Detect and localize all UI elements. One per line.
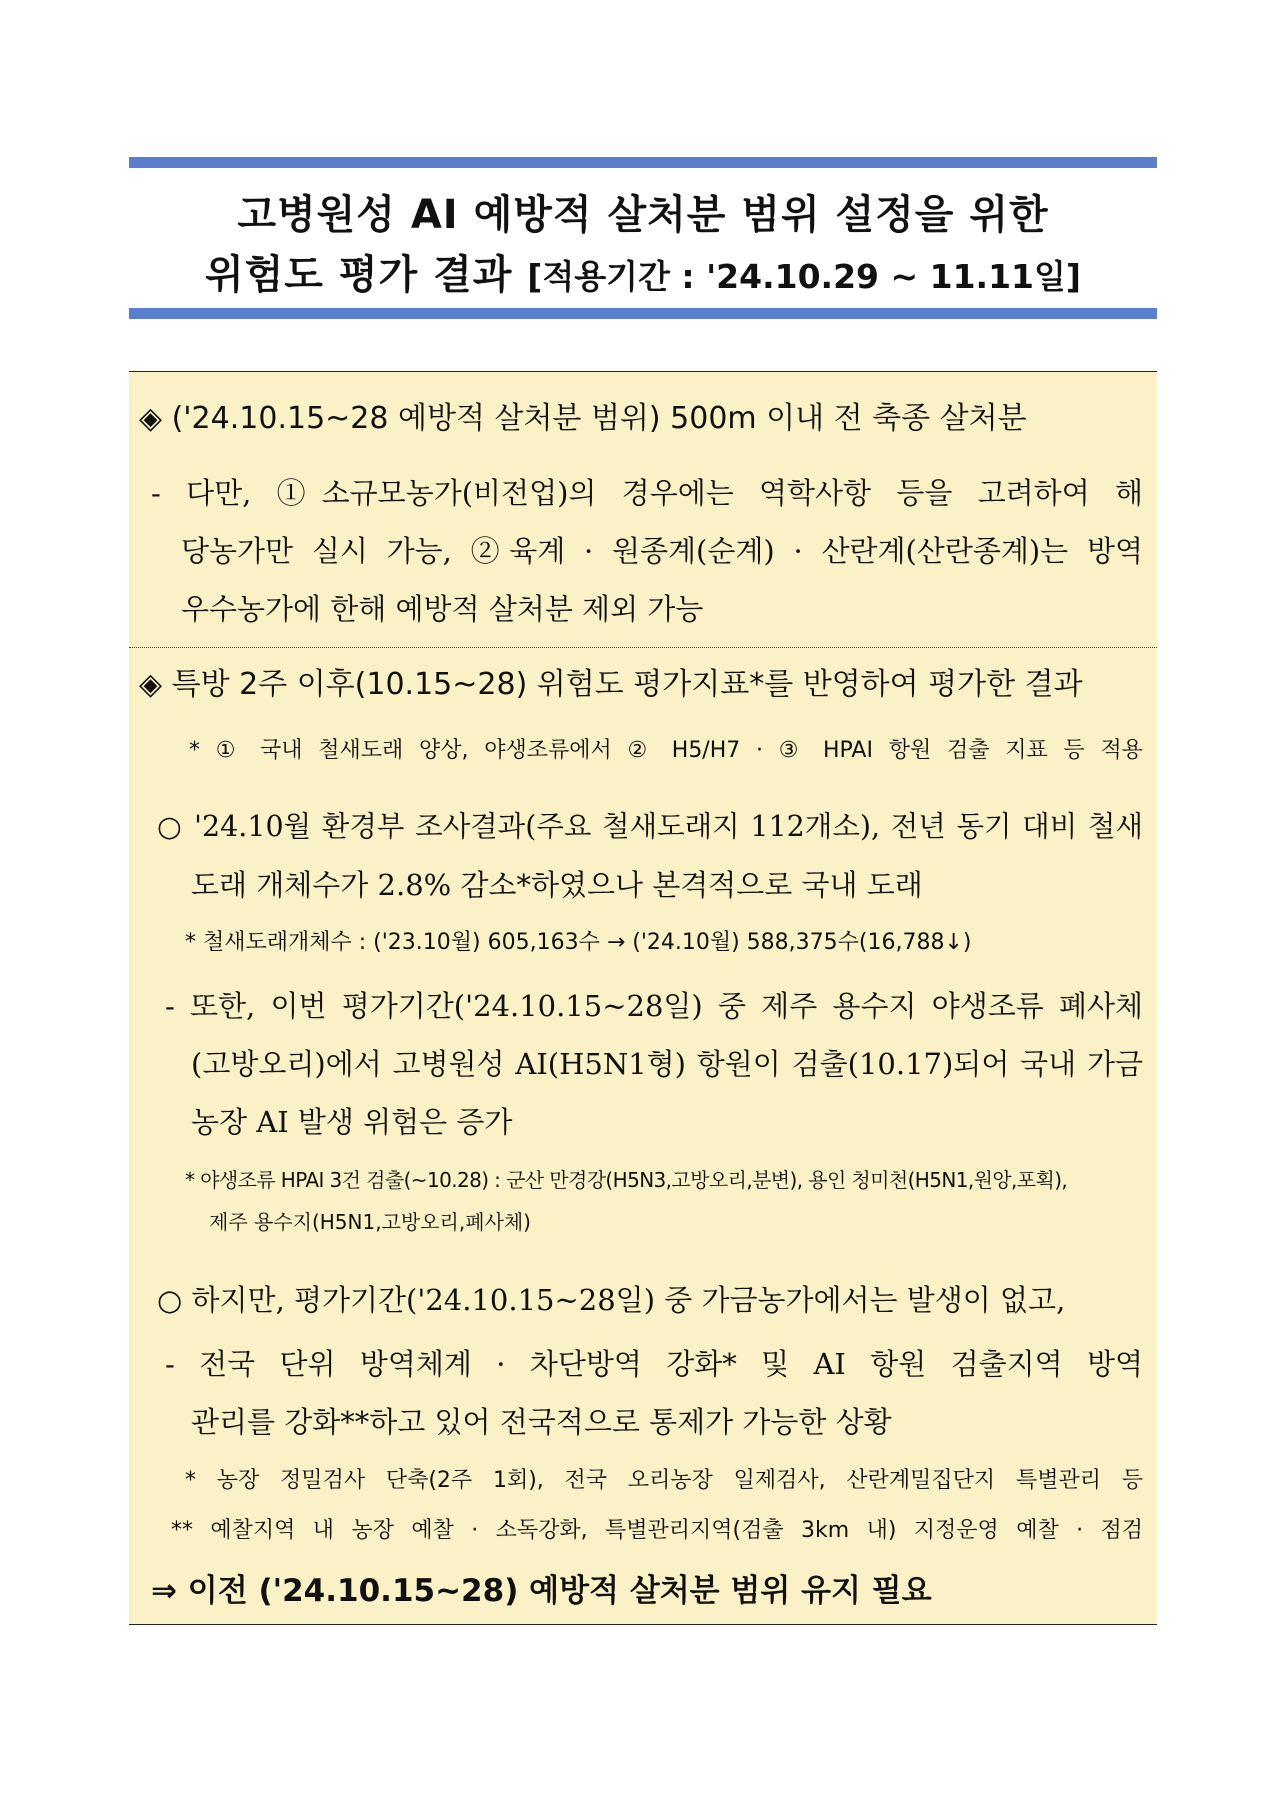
title-block: [129, 157, 1157, 321]
bullet1-note: * 철새도래개체수 : ('23.10월) 605,163수 → ('24.10월) 588,375수(16,788↓): [185, 930, 972, 955]
section1-line-2: 당농가만 실시 가능, ②육계 · 원종계(순계) · 산란계(산란종계)는 방역: [181, 534, 1143, 568]
title-period: [적용기간 : '24.10.29 ~ 11.11일]: [527, 257, 1081, 296]
bullet2-note-1: * 농장 정밀검사 단축(2주 1회), 전국 오리농장 일제검사, 산란계밀집단지 특별관리 등: [185, 1468, 1143, 1493]
content-box: [129, 371, 1157, 1625]
bullet2-note-2: ** 예찰지역 내 농장 예찰 · 소독강화, 특별관리지역(검출 3km 내) 지정운영 예찰 · 점검: [171, 1518, 1143, 1543]
bullet1-sub-line-1: - 또한, 이번 평가기간('24.10.15~28일) 중 제주 용수지 야생조류 폐사체: [165, 989, 1143, 1023]
section2-heading-note: * ① 국내 철새도래 양상, 야생조류에서 ② H5/H7 · ③ HPAI 항원 검출 지표 등 적용: [189, 738, 1143, 763]
title-main: 위험도 평가 결과: [205, 252, 513, 298]
bullet2-sub-line-1: - 전국 단위 방역체계 · 차단방역 강화* 및 AI 항원 검출지역 방역: [165, 1347, 1143, 1381]
bullet2-line: ○ 하지만, 평가기간('24.10.15~28일) 중 가금농가에서는 발생이 없고,: [157, 1283, 1066, 1317]
title-bottom-bar: [129, 308, 1157, 319]
section1-line-3: 우수농가에 한해 예방적 살처분 제외 가능: [181, 592, 704, 626]
title-line-2: [129, 243, 1157, 300]
bullet1-sub-note-2: 제주 용수지(H5N1,고방오리,폐사체): [209, 1210, 531, 1234]
section2-heading: ◈ 특방 2주 이후(10.15~28) 위험도 평가지표*를 반영하여 평가한 결과: [139, 667, 1083, 702]
bullet1-sub-note-1: * 야생조류 HPAI 3건 검출(~10.28) : 군산 만경강(H5N3,고방오리,분변), 용인 청미천(H5N1,원앙,포획),: [185, 1168, 1068, 1192]
bullet1-sub-line-2: (고방오리)에서 고병원성 AI(H5N1형) 항원이 검출(10.17)되어 국내 가금: [191, 1047, 1143, 1081]
section1-line-1: - 다만, ①소규모농가(비전업)의 경우에는 역학사항 등을 고려하여 해: [151, 476, 1143, 510]
bullet2-sub-line-2: 관리를 강화**하고 있어 전국적으로 통제가 가능한 상황: [191, 1405, 892, 1439]
section-divider: [129, 647, 1157, 648]
title-top-bar: [129, 157, 1157, 168]
bullet1-line-1: ○ '24.10월 환경부 조사결과(주요 철새도래지 112개소), 전년 동기 대비 철새: [157, 810, 1143, 843]
section1-heading: ◈ ('24.10.15~28 예방적 살처분 범위) 500m 이내 전 축종 살처분: [139, 401, 1027, 436]
conclusion: ⇒ 이전 ('24.10.15~28) 예방적 살처분 범위 유지 필요: [151, 1573, 932, 1609]
bullet1-line-2: 도래 개체수가 2.8% 감소*하였으나 본격적으로 국내 도래: [191, 868, 923, 902]
title-line-1: 고병원성 AI 예방적 살처분 범위 설정을 위한: [237, 192, 1049, 238]
bullet1-sub-line-3: 농장 AI 발생 위험은 증가: [191, 1105, 513, 1139]
